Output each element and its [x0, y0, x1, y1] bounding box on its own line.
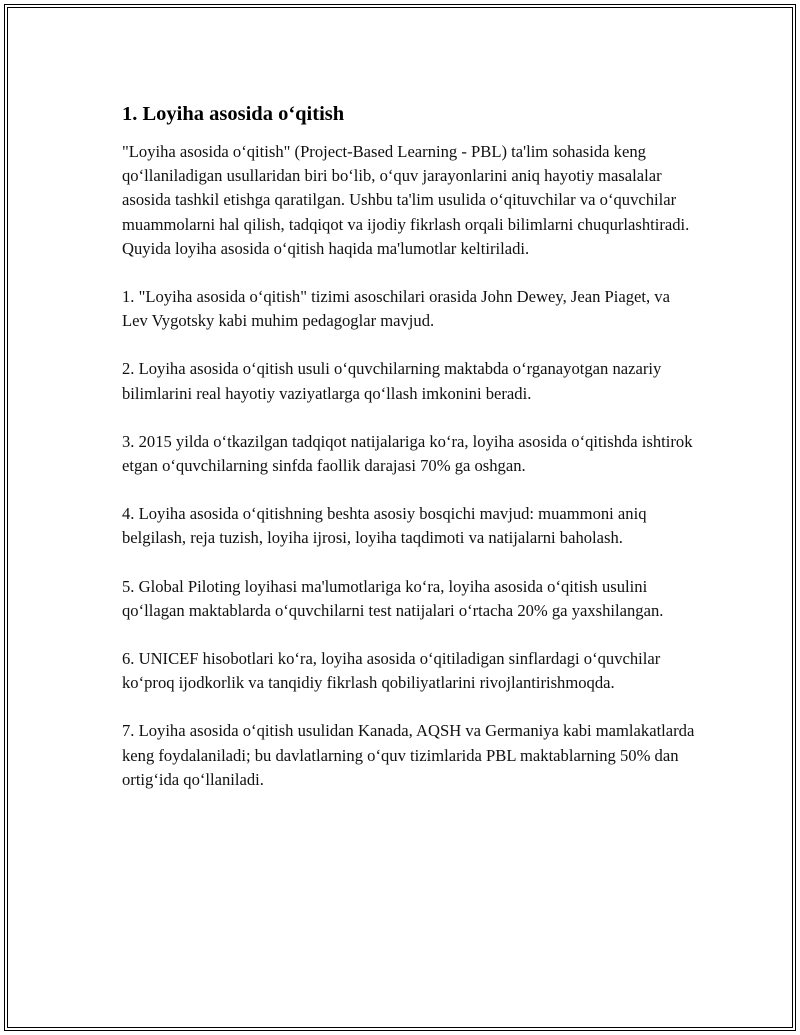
- document-body: [122, 100, 697, 816]
- list-item: 1. "Loyiha asosida o‘qitish" tizimi asoschilari orasida John Dewey, Jean Piaget, va Lev Vygotsky kabi muhim pedagoglar mavjud.: [122, 287, 670, 331]
- list-item: 2. Loyiha asosida o‘qitish usuli o‘quvchilarning maktabda o‘rganayotgan nazariy bilimlarini real hayotiy vaziyatlarga qo‘llash imkonini beradi.: [122, 359, 662, 403]
- page-frame: [4, 4, 796, 1031]
- list-item: 3. 2015 yilda o‘tkazilgan tadqiqot natijalariga ko‘ra, loyiha asosida o‘qitishda ishtirok etgan o‘quvchilarning sinfda faollik darajasi 70% ga oshgan.: [122, 431, 693, 476]
- list-item: 6. UNICEF hisobotlari ko‘ra, loyiha asosida o‘qitiladigan sinflardagi o‘quvchilar ko‘proq ijodkorlik va tanqidiy fikrlash qobiliyatlarini rivojlantirishmoqda.: [122, 649, 661, 693]
- document-title: 1. Loyiha asosida o‘qitish: [122, 103, 345, 125]
- intro-paragraph: "Loyiha asosida o‘qitish" (Project-Based Learning - PBL) ta'lim sohasida keng qo‘llaniladigan usullaridan biri bo‘lib, o‘quv jarayonlarini aniq hayotiy masalalar asosida tashkil etishga qaratilgan. Ushbu ta'lim usulida o‘qituvchilar va o‘quvchilar muammolarni hal qilish, tadqiqot va ijodiy fikrlash orqali bilimlarni chuqurlashtiradi. Quyida loyiha asosida o‘qitish haqida ma'lumotlar keltiriladi.: [122, 142, 690, 258]
- list-item: 5. Global Piloting loyihasi ma'lumotlariga ko‘ra, loyiha asosida o‘qitish usulini qo‘llagan maktablarda o‘quvchilarni test natijalari o‘rtacha 20% ga yaxshilangan.: [122, 576, 664, 620]
- list-item: 7. Loyiha asosida o‘qitish usulidan Kanada, AQSH va Germaniya kabi mamlakatlarda keng foydalaniladi; bu davlatlarning o‘quv tizimlarida PBL maktablarning 50% dan ortig‘ida qo‘llaniladi.: [122, 721, 695, 789]
- list-item: 4. Loyiha asosida o‘qitishning beshta asosiy bosqichi mavjud: muammoni aniq belgilash, reja tuzish, loyiha ijrosi, loyiha taqdimoti va natijalarni baholash.: [122, 504, 647, 548]
